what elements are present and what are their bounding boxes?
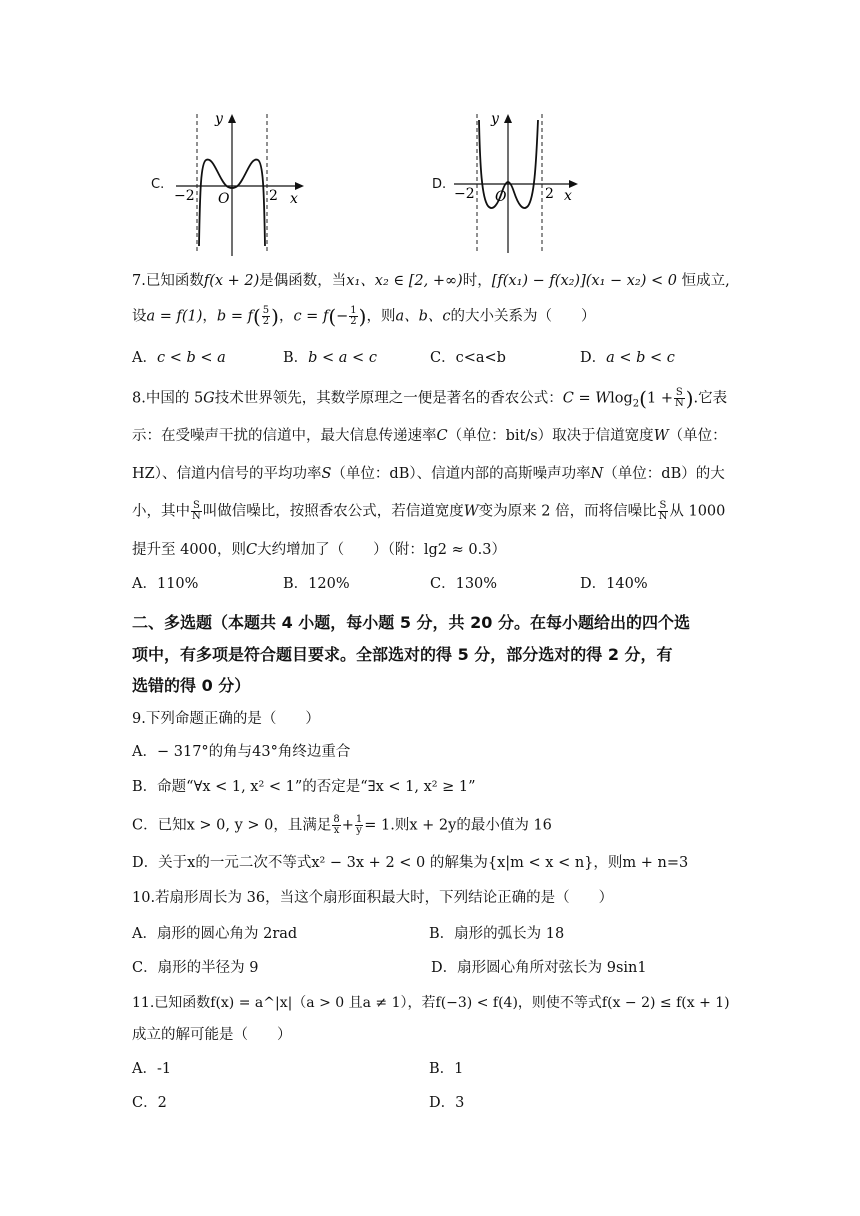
q7-text: 是偶函数，当 (259, 273, 347, 289)
graph-d-left-tick: −2 (454, 186, 475, 202)
q10-option-c[interactable] (132, 958, 258, 978)
q8-text: 技术世界领先，其数学原理之一便是著名的香农公式： (214, 390, 563, 407)
option-letter: D． (431, 960, 458, 976)
q8-line-1 (132, 388, 727, 409)
graph-d-right-tick: 2 (545, 186, 554, 202)
q8-paren: ( (639, 386, 647, 411)
q8-frac-sn (191, 501, 202, 522)
option-text: − 317°的角与43°角终边重合 (156, 744, 351, 760)
q7-frac-num: 1 (350, 305, 357, 316)
q10-option-a[interactable] (132, 924, 297, 944)
option-letter: C． (132, 817, 158, 834)
q9-frac-num: 1 (355, 814, 363, 825)
q7-frac-b (262, 306, 270, 327)
q9-plus: + (341, 817, 354, 834)
option-letter: D． (429, 1095, 456, 1111)
graph-d (450, 108, 600, 258)
q7-option-b[interactable] (283, 348, 377, 368)
q8-text: 叫做信噪比，按照香农公式，若信道宽度 (202, 503, 464, 520)
option-letter: A． (132, 926, 157, 942)
graph-d-y-label: y (491, 111, 499, 127)
section-heading-line-3: 选错的得 0 分） (132, 676, 251, 695)
option-text: 扇形的弧长为 18 (454, 926, 565, 942)
option-letter: B． (283, 350, 309, 366)
q7-math: a = f(1) (146, 308, 203, 325)
graph-c-origin-label: O (218, 191, 230, 207)
q8-log: log (610, 390, 633, 407)
q8-frac-num: S (659, 500, 667, 511)
option-text: 扇形的圆心角为 2rad (156, 926, 298, 942)
q8-option-d[interactable] (580, 574, 648, 594)
q7-option-d[interactable] (580, 348, 675, 368)
q10-option-b[interactable] (429, 924, 564, 944)
q8-frac-den: N (674, 398, 684, 409)
q7-text: 恒成立, (677, 273, 730, 289)
section-heading-line-2: 项中，有多项是符合题目要求。全部选对的得 5 分，部分选对的得 2 分，有 (132, 645, 673, 664)
q8-text: HZ）、信道内信号的平均功率 (132, 466, 322, 482)
option-text: 扇形圆心角所对弦长为 9sin1 (457, 960, 647, 976)
q7-text: ， (202, 308, 217, 325)
q7-math: x₁、x₂ ∈ [2, +∞) (346, 273, 463, 289)
q8-text: 提升至 4000，则 (132, 542, 247, 558)
option-letter: C． (132, 960, 158, 976)
q9-frac-1y (355, 815, 363, 836)
q7-text: 时， (462, 273, 492, 289)
q7-paren: ( (328, 304, 337, 329)
q8-math: W (463, 503, 479, 520)
q7-math: [f(x₁) − f(x₂)](x₁ − x₂) < 0 (491, 273, 677, 289)
q8-frac-num: S (675, 387, 683, 398)
option-text: 140% (606, 576, 648, 592)
q7-math: c = f (293, 308, 329, 325)
q7-text: 7.已知函数 (132, 273, 204, 289)
q8-math: G (203, 390, 215, 407)
q7-option-a[interactable] (132, 348, 226, 368)
option-letter: A． (132, 350, 157, 366)
option-text: -1 (156, 1061, 172, 1077)
q9-frac-den: y (356, 825, 362, 836)
option-letter: C． (430, 350, 456, 366)
option-text: 关于x的一元二次不等式x² − 3x + 2 < 0 的解集为{x|m < x < n}，则m + n=3 (158, 855, 689, 871)
graph-d-x-label: x (564, 188, 572, 204)
q7-frac-den: 2 (262, 316, 270, 327)
option-text: b < a < c (308, 350, 377, 366)
q7-text: 的大小关系为（ ） (450, 308, 596, 325)
q8-option-a[interactable] (132, 574, 198, 594)
q11-line-1: 11.已知函数f(x) = a^|x|（a > 0 且a ≠ 1），若f(−3) < f(4)，则使不等式f(x − 2) ≤ f(x + 1) (132, 995, 730, 1011)
option-text: = 1.则x + 2y的最小值为 16 (364, 817, 552, 834)
q8-line-3 (132, 464, 725, 484)
q7-math: a、b、c (395, 308, 451, 325)
graph-c (168, 108, 318, 258)
q8-text: （单位：bit/s）取决于信道宽度 (447, 428, 654, 444)
q7-line-2 (132, 306, 596, 327)
q7-minus: − (336, 308, 349, 325)
q7-paren: ) (358, 304, 367, 329)
q8-text: 变为原来 2 倍，而将信噪比 (478, 503, 657, 520)
q7-math: b = f (216, 308, 253, 325)
option-letter: B． (429, 1061, 455, 1077)
q11-line-2: 成立的解可能是（ ） (132, 1027, 292, 1043)
option-letter: B． (132, 779, 158, 795)
q8-option-c[interactable] (430, 574, 497, 594)
q8-text: （单位： (668, 428, 727, 444)
option-text: 扇形的半径为 9 (157, 960, 259, 976)
option-letter: B． (429, 926, 455, 942)
q8-math: N (590, 466, 604, 482)
option-letter: C． (430, 576, 456, 592)
option-text: 120% (308, 576, 350, 592)
q8-text: 8.中国的 5 (132, 390, 204, 407)
q8-formula: C = W (562, 390, 611, 407)
option-text: c<a<b (455, 350, 506, 366)
q8-option-b[interactable] (283, 574, 350, 594)
q8-text: 示：在受噪声干扰的信道中，最大信息传递速率 (132, 428, 437, 444)
q9-frac-8x (332, 815, 340, 836)
q11-option-d[interactable] (429, 1093, 464, 1113)
q8-math: S (321, 466, 332, 482)
option-letter: D． (132, 855, 159, 871)
graph-c-right-tick: 2 (269, 188, 278, 204)
q7-line-1 (132, 271, 730, 291)
option-letter: A． (132, 576, 157, 592)
option-letter: B． (283, 576, 309, 592)
q8-math: W (653, 428, 669, 444)
q11-option-a[interactable] (132, 1059, 171, 1079)
q8-math: C (246, 542, 258, 558)
q8-line-4 (132, 501, 725, 522)
q7-paren: ) (271, 304, 279, 329)
q9-option-c[interactable] (132, 815, 552, 836)
option-letter: C． (132, 1095, 158, 1111)
option-text: 110% (156, 576, 199, 592)
q9-option-a[interactable] (132, 742, 350, 762)
q8-text: （单位：dB）、信道内部的高斯噪声功率 (331, 466, 591, 482)
q7-option-c[interactable] (430, 348, 506, 368)
option-letter: D． (580, 576, 607, 592)
section-heading-line-1: 二、多选题（本题共 4 小题，每小题 5 分，共 20 分。在每小题给出的四个选 (132, 613, 690, 632)
option-text: 130% (455, 576, 498, 592)
option-text: 已知x > 0, y > 0，且满足 (157, 817, 332, 834)
q7-frac-c (349, 306, 357, 327)
q9-option-b[interactable] (132, 777, 476, 797)
q8-text: 从 1000 (669, 503, 726, 520)
option-text: 命题“∀x < 1, x² < 1”的否定是“∃x < 1, x² ≥ 1” (157, 779, 476, 795)
option-text: a < b < c (606, 350, 675, 366)
q8-frac-sn (674, 388, 685, 409)
q11-option-b[interactable] (429, 1059, 463, 1079)
q9-frac-den: x (333, 825, 340, 836)
q7-math: f(x + 2) (203, 273, 260, 289)
option-letter: D． (580, 350, 607, 366)
q8-frac-sn (658, 501, 669, 522)
q8-line-2 (132, 426, 727, 446)
option-text: 2 (157, 1095, 167, 1111)
q8-text: 小，其中 (132, 503, 190, 520)
q7-paren: ( (252, 304, 261, 329)
option-text: c < b < a (156, 350, 226, 366)
q8-text: 1 + (646, 390, 673, 407)
q7-frac-den: 2 (350, 316, 357, 327)
q11-option-c[interactable] (132, 1093, 167, 1113)
q8-text: .它表 (693, 390, 728, 407)
q10-stem: 10.若扇形周长为 36，当这个扇形面积最大时，下列结论正确的是（ ） (132, 890, 614, 906)
graph-c-x-label: x (290, 191, 298, 207)
option-letter: A． (132, 1061, 157, 1077)
q7-text: ， (278, 308, 294, 325)
q8-math: C (436, 428, 448, 444)
q7-frac-num: 5 (262, 305, 270, 316)
q8-frac-den: N (658, 511, 668, 522)
option-text: 1 (454, 1061, 464, 1077)
graph-c-y-label: y (215, 111, 223, 127)
q7-text: ，则 (366, 308, 396, 325)
q9-option-d[interactable] (132, 853, 688, 873)
q8-frac-num: S (192, 500, 200, 511)
graph-d-label: D. (432, 177, 447, 192)
graph-d-origin-label: O (495, 189, 507, 205)
q8-log-base: 2 (632, 398, 640, 410)
option-text: 3 (455, 1095, 465, 1111)
graph-c-left-tick: −2 (174, 188, 195, 204)
q9-stem: 9.下列命题正确的是（ ） (132, 711, 320, 727)
q8-text: （单位：dB）的大 (603, 466, 725, 482)
q10-option-d[interactable] (431, 958, 647, 978)
q9-frac-num: 8 (333, 814, 340, 825)
q8-frac-den: N (192, 511, 201, 522)
q8-text: 大约增加了（ ）（附：lg2 ≈ 0.3） (257, 542, 506, 558)
q7-text: 设 (132, 308, 147, 325)
q8-paren: ) (685, 386, 694, 411)
option-letter: A． (132, 744, 157, 760)
q8-line-5 (132, 540, 506, 560)
graph-c-label: C. (151, 177, 165, 192)
